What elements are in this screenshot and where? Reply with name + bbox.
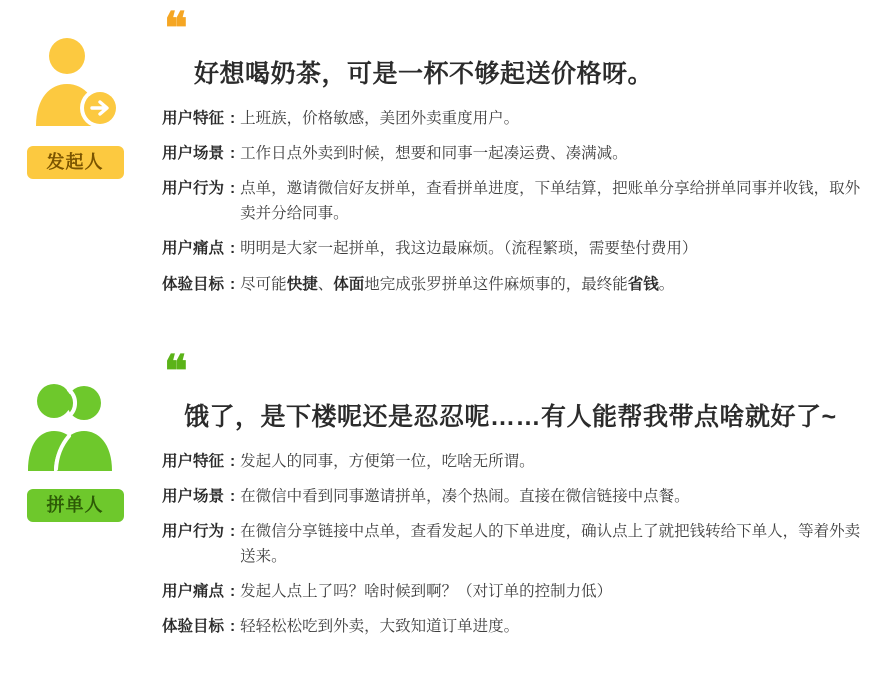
- attribute-row: [162, 484, 873, 509]
- quote-icon: ❝: [164, 3, 188, 54]
- attribute-row: [162, 272, 873, 297]
- attribute-row: [162, 141, 873, 166]
- attribute-value: 在微信中看到同事邀请拼单，凑个热闹。直接在微信链接中点餐。: [240, 487, 690, 505]
- attribute-colon: :: [230, 240, 236, 258]
- avatar-column: [0, 6, 150, 179]
- attribute-label: 用户场景: [162, 487, 225, 505]
- quote-icon: ❝: [164, 345, 188, 397]
- attribute-label: 体验目标: [162, 618, 225, 636]
- attribute-colon: :: [230, 275, 236, 293]
- attribute-row: [162, 176, 873, 226]
- attribute-colon: :: [230, 583, 236, 601]
- persona-content-initiator: [150, 3, 887, 307]
- attribute-label: 用户特征: [162, 110, 225, 127]
- attribute-label: 用户痛点: [162, 240, 225, 258]
- attribute-colon: :: [230, 145, 236, 163]
- attribute-colon: :: [230, 110, 236, 127]
- attribute-colon: :: [230, 452, 236, 470]
- attribute-row: [162, 614, 873, 639]
- persona-card-initiator: [0, 3, 887, 307]
- attribute-label: 用户特征: [162, 452, 225, 470]
- attribute-row: [162, 519, 873, 569]
- persona-content-participant: [150, 345, 887, 650]
- person-with-arrow-icon: [20, 30, 130, 140]
- attribute-colon: :: [230, 180, 236, 198]
- attribute-row: [162, 236, 873, 261]
- attribute-value: 发起人的同事，方便第一位，吃啥无所谓。: [240, 452, 535, 470]
- attribute-value: 轻轻松松吃到外卖，大致知道订单进度。: [240, 618, 520, 636]
- persona-attribute-list: [162, 449, 873, 640]
- attribute-value: 上班族，价格敏感，美团外卖重度用户。: [240, 110, 520, 127]
- attribute-colon: :: [230, 487, 236, 505]
- attribute-value: 发起人点上了吗？啥时候到啊？（对订单的控制力低）: [240, 583, 613, 601]
- two-people-icon: [20, 373, 130, 483]
- attribute-label: 用户行为: [162, 522, 225, 540]
- avatar-column: [0, 349, 150, 522]
- persona-sheet: [0, 3, 887, 690]
- attribute-label: 用户行为: [162, 180, 225, 198]
- attribute-value: 明明是大家一起拼单，我这边最麻烦。（流程繁琐，需要垫付费用）: [240, 240, 698, 258]
- attribute-row: [162, 579, 873, 604]
- persona-headline: 好想喝奶茶，可是一杯不够起送价格呀。: [194, 60, 654, 88]
- persona-attribute-list: [162, 106, 873, 297]
- persona-card-participant: [0, 345, 887, 650]
- attribute-label: 体验目标: [162, 275, 225, 293]
- attribute-label: 用户场景: [162, 145, 225, 163]
- attribute-value: 点单，邀请微信好友拼单，查看拼单进度，下单结算，把账单分享给拼单同事并收钱，取外卖并分给同事。: [240, 180, 861, 223]
- attribute-value: 工作日点外卖到时候，想要和同事一起凑运费、凑满减。: [240, 145, 628, 163]
- attribute-value: 在微信分享链接中点单，查看发起人的下单进度，确认点上了就把钱转给下单人，等着外卖送来。: [240, 522, 861, 565]
- attribute-colon: :: [230, 522, 236, 540]
- role-chip-initiator: 发起人: [27, 146, 124, 179]
- attribute-row: [162, 449, 873, 474]
- attribute-colon: :: [230, 618, 236, 636]
- attribute-value: 尽可能快捷、体面地完成张罗拼单这件麻烦事的，最终能省钱。: [240, 275, 675, 293]
- attribute-row: [162, 106, 873, 131]
- role-chip-participant: 拼单人: [27, 489, 124, 522]
- persona-headline: 饿了，是下楼呢还是忍忍呢……有人能帮我带点啥就好了~: [184, 402, 837, 431]
- attribute-label: 用户痛点: [162, 583, 225, 601]
